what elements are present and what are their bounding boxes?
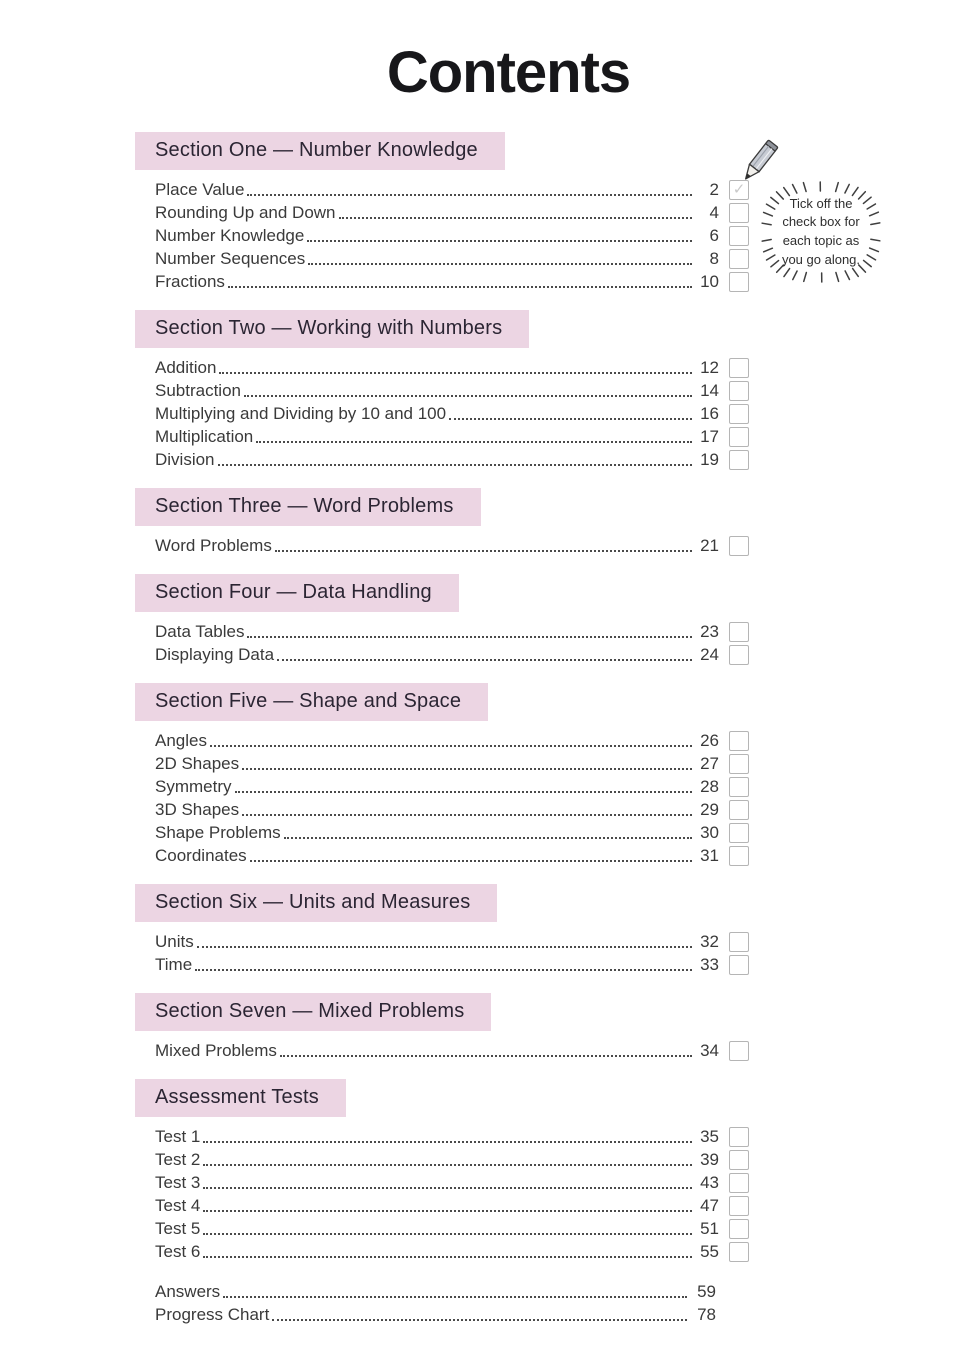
section-title: Section Five — Shape and Space [155,690,462,712]
toc-row [155,798,749,821]
dot-leader [242,814,692,816]
page-number: 59 [697,1281,716,1301]
topic-label: 2D Shapes [155,753,240,773]
topic-label: Shape Problems [155,822,281,842]
toc-row [155,752,749,775]
section-header [135,488,481,526]
page-number: 47 [700,1195,719,1215]
toc-row [155,729,749,752]
topic-checkbox[interactable] [729,226,749,246]
topic-label: Division [155,449,215,469]
section-header [135,884,497,922]
dot-leader [275,550,692,552]
page-title: Contents [386,40,631,105]
page-number: 2 [709,179,719,199]
dot-leader [228,286,692,288]
page-number: 4 [709,202,719,222]
page-number: 55 [700,1241,719,1261]
toc-row [155,953,749,976]
toc-row [155,201,749,224]
topic-label: Test 6 [155,1241,201,1261]
topic-checkbox[interactable] [729,1242,749,1262]
page-number: 19 [700,449,719,469]
tip-text [770,191,872,273]
toc-row [155,1125,749,1148]
section-rows [155,178,749,293]
toc-row [155,643,749,666]
dot-leader [250,860,692,862]
section-title: Section Seven — Mixed Problems [155,1000,465,1022]
toc-row [155,1240,749,1263]
topic-checkbox[interactable] [729,272,749,292]
section-title: Section Three — Word Problems [155,495,454,517]
page-number: 24 [700,644,719,664]
page-number: 51 [700,1218,719,1238]
dot-leader [195,969,692,971]
topic-label: Data Tables [155,621,245,641]
tip-line: Tick off the [789,195,853,211]
toc-row [155,1280,749,1303]
section-header [135,132,505,170]
page-number: 23 [700,621,719,641]
topic-checkbox[interactable] [729,1173,749,1193]
topic-label: 3D Shapes [155,799,240,819]
topic-label: Addition [155,357,217,377]
page-number: 43 [700,1172,719,1192]
topic-label: Time [155,954,193,974]
topic-label: Test 3 [155,1172,201,1192]
toc-row [155,247,749,270]
page-number: 30 [700,822,719,842]
dot-leader [284,837,692,839]
toc-row [155,270,749,293]
section-title: Assessment Tests [155,1086,320,1108]
topic-label: Test 4 [155,1195,201,1215]
topic-label: Word Problems [155,535,272,555]
dot-leader [203,1210,692,1212]
page-number: 26 [700,730,719,750]
dot-leader [272,1319,687,1321]
topic-label: Units [155,931,194,951]
dot-leader [449,418,692,420]
toc-row [155,402,749,425]
toc-row [155,224,749,247]
section-title: Section Six — Units and Measures [155,891,471,913]
topic-label: Number Knowledge [155,225,305,245]
topic-label: Fractions [155,271,225,291]
page-number: 32 [700,931,719,951]
dot-leader [223,1296,687,1298]
section-rows [155,356,749,471]
toc-section [135,574,749,666]
toc [0,132,749,1326]
toc-section [135,683,749,867]
topic-label: Rounding Up and Down [155,202,336,222]
toc-row [155,425,749,448]
page-number: 34 [700,1040,719,1060]
page-number: 28 [700,776,719,796]
dot-leader [244,395,692,397]
topic-checkbox[interactable] [729,203,749,223]
topic-checkbox[interactable] [729,536,749,556]
dot-leader [247,194,692,196]
topic-checkbox[interactable] [729,955,749,975]
toc-row [155,1039,749,1062]
topic-checkbox[interactable] [729,404,749,424]
section-rows [155,930,749,976]
topic-checkbox[interactable] [729,1196,749,1216]
topic-label: Subtraction [155,380,241,400]
section-title: Section One — Number Knowledge [155,139,478,161]
section-rows [155,620,749,666]
page-number: 78 [697,1304,716,1324]
dot-leader [203,1164,692,1166]
topic-label: Angles [155,730,207,750]
toc-section [135,1280,749,1326]
dot-leader [203,1187,692,1189]
toc-section [135,1079,749,1263]
dot-leader [218,464,692,466]
toc-row [155,1217,749,1240]
dot-leader [235,791,693,793]
dot-leader [256,441,692,443]
toc-row [155,356,749,379]
section-title: Section Four — Data Handling [155,581,432,603]
dot-leader [203,1256,692,1258]
toc-row [155,1171,749,1194]
toc-row [155,178,749,201]
dot-leader [210,745,692,747]
topic-label: Multiplying and Dividing by 10 and 100 [155,403,447,423]
page-number: 8 [709,248,719,268]
toc-row [155,930,749,953]
topic-checkbox[interactable] [729,427,749,447]
toc-row [155,1303,749,1326]
topic-label: Test 1 [155,1126,201,1146]
dot-leader [197,946,692,948]
dot-leader [308,263,692,265]
section-header [135,574,459,612]
toc-row [155,448,749,471]
page-number: 33 [700,954,719,974]
toc-row [155,844,749,867]
page-number: 14 [700,380,719,400]
dot-leader [203,1233,692,1235]
topic-checkbox[interactable] [729,249,749,269]
topic-checkbox[interactable] [729,1150,749,1170]
topic-checkbox[interactable] [729,777,749,797]
topic-checkbox[interactable] [729,381,749,401]
tip-callout [756,175,886,289]
topic-checkbox[interactable] [729,622,749,642]
toc-row [155,1148,749,1171]
page-number: 29 [700,799,719,819]
page-number: 31 [700,845,719,865]
dot-leader [219,372,692,374]
topic-label: Answers [155,1281,221,1301]
topic-checkbox[interactable] [729,1127,749,1147]
topic-checkbox[interactable] [729,731,749,751]
page-number: 10 [700,271,719,291]
dot-leader [247,636,692,638]
section-rows [155,1280,749,1326]
page-number: 27 [700,753,719,773]
topic-checkbox[interactable]: ✓ [729,180,749,200]
toc-section [135,884,749,976]
toc-section [135,132,749,293]
page-number: 39 [700,1149,719,1169]
section-rows [155,1039,749,1062]
topic-label: Mixed Problems [155,1040,277,1060]
topic-label: Place Value [155,179,245,199]
section-rows [155,729,749,867]
page-number: 12 [700,357,719,377]
toc-row [155,620,749,643]
page-number: 35 [700,1126,719,1146]
topic-checkbox[interactable] [729,450,749,470]
tip-line: each topic as [782,233,860,248]
toc-section [135,310,749,471]
section-header [135,993,491,1031]
topic-label: Progress Chart [155,1304,270,1324]
topic-checkbox[interactable] [729,1219,749,1239]
page-number: 21 [700,535,719,555]
page-number: 6 [709,225,719,245]
toc-row [155,1194,749,1217]
section-header [135,683,488,721]
topic-checkbox[interactable] [729,932,749,952]
topic-checkbox[interactable] [729,800,749,820]
topic-label: Test 2 [155,1149,201,1169]
topic-label: Displaying Data [155,644,275,664]
topic-label: Multiplication [155,426,254,446]
tip-line: check box for [782,214,860,230]
dot-leader [280,1055,692,1057]
section-header [135,1079,346,1117]
page-number: 17 [700,426,719,446]
dot-leader [339,217,692,219]
topic-checkbox[interactable] [729,846,749,866]
section-header [135,310,529,348]
topic-checkbox[interactable] [729,1041,749,1061]
topic-checkbox[interactable] [729,645,749,665]
topic-checkbox[interactable] [729,823,749,843]
topic-label: Symmetry [155,776,232,796]
toc-section [135,488,749,557]
topic-checkbox[interactable] [729,358,749,378]
toc-row [155,775,749,798]
toc-row [155,534,749,557]
page-number: 16 [700,403,719,423]
section-rows [155,534,749,557]
toc-row [155,379,749,402]
topic-label: Test 5 [155,1218,201,1238]
topic-label: Number Sequences [155,248,306,268]
toc-section [135,993,749,1062]
dot-leader [242,768,692,770]
topic-label: Coordinates [155,845,247,865]
topic-checkbox[interactable] [729,754,749,774]
toc-row [155,821,749,844]
dot-leader [277,659,692,661]
tip-line: you go along. [781,251,861,267]
section-rows [155,1125,749,1263]
section-title: Section Two — Working with Numbers [155,317,503,339]
dot-leader [203,1141,692,1143]
dot-leader [307,240,692,242]
